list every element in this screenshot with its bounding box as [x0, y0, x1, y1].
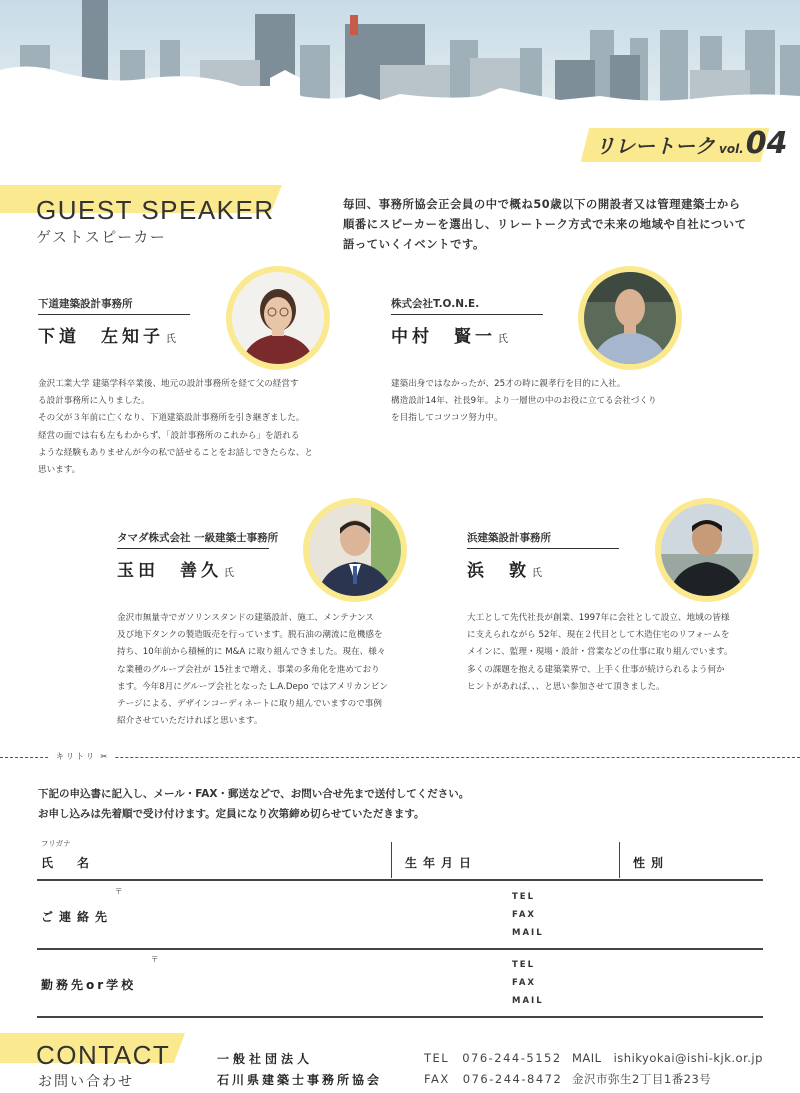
form-instructions	[38, 784, 469, 824]
speaker-company: 浜建築設計事務所	[467, 532, 551, 544]
org-name: 石川県建築士事務所協会	[217, 1073, 383, 1087]
tel-label: TEL	[512, 892, 536, 902]
tel-label: TEL	[512, 960, 536, 970]
form-divider	[391, 842, 392, 878]
speaker-photo-tamada	[303, 498, 407, 602]
form-rule	[37, 948, 763, 950]
guest-speaker-title: GUEST SPEAKER	[36, 195, 275, 225]
speaker-name	[391, 322, 508, 347]
speaker-honorific: 氏	[498, 334, 508, 345]
contact-mail[interactable]: MAIL ishikyokai@ishi-kjk.or.jp	[572, 1051, 763, 1065]
relay-number: 04	[745, 126, 788, 161]
bio-line: 思います。	[38, 465, 81, 476]
guest-speaker-subtitle: ゲストスピーカー	[36, 228, 167, 246]
portrait-man-suit	[309, 504, 401, 596]
speaker-divider	[467, 548, 619, 549]
speaker-name-text: 中村 賢一	[391, 327, 496, 347]
form-divider	[619, 842, 620, 878]
bio-line: な業種のグループ会社が 15社まで増え、事業の多角化を進めており	[117, 664, 380, 675]
speaker-photo-shimomichi	[226, 266, 330, 370]
bio-line: 構造設計14年、社長9年。より一層世の中のお役に立てる会社づくり	[391, 396, 657, 407]
intro-line: 順番にスピーカーを選出し、リレートーク方式で未来の地域や自社について	[343, 218, 747, 231]
instruction-line: 下記の申込書に記入し、メール・FAX・郵送などで、お問い合せ先まで送付してください。	[38, 788, 470, 800]
city-skyline-illustration	[0, 0, 800, 130]
contact-fax: FAX 076-244-8472	[424, 1072, 563, 1086]
bio-line: 及び地下タンクの製造販売を行っています。脱石油の潮流に危機感を	[117, 630, 383, 641]
speaker-honorific: 氏	[532, 568, 542, 579]
instruction-line: お申し込みは先着順で受け付けます。定員になり次第締め切らせていただきます。	[38, 808, 425, 820]
contact-tel: TEL 076-244-5152	[424, 1051, 562, 1065]
speaker-honorific: 氏	[224, 568, 234, 579]
form-rule	[37, 1016, 763, 1018]
bio-line: を目指してコツコツ努力中。	[391, 413, 503, 424]
gender-label: 性別	[633, 856, 670, 870]
speaker-honorific: 氏	[166, 334, 176, 345]
relay-vol-text: vol.	[719, 142, 744, 156]
postal-mark: 〒	[151, 955, 159, 964]
speaker-photo-hama	[655, 498, 759, 602]
speaker-name	[38, 322, 176, 347]
speaker-bio	[38, 376, 313, 479]
work-school-label: 勤務先or学校	[41, 978, 137, 992]
relay-talk-badge	[585, 120, 788, 166]
contact-subtitle: お問い合わせ	[38, 1074, 134, 1090]
bio-line: 経営の面では右も左もわからず、「設計事務所のこれから」を語れる	[38, 430, 300, 441]
form-rule	[37, 879, 763, 881]
contact-address: 金沢市弥生2丁目1番23号	[572, 1072, 712, 1086]
event-intro	[343, 195, 775, 255]
mail-label: MAIL	[512, 928, 544, 938]
portrait-woman	[232, 272, 324, 364]
contact-label: ご連絡先	[41, 910, 114, 924]
cut-label: キリトリ ✂	[50, 751, 115, 762]
bio-line: 大工として先代社長が創業、1997年に会社として設立、地域の皆様	[467, 613, 730, 623]
bio-line: 持ち、10年前から積極的に M&A に取り組んできました。現在、様々	[117, 647, 386, 658]
speaker-bio	[391, 376, 657, 428]
mail-label: MAIL	[512, 996, 544, 1006]
bio-line: 紹介させていただければと思います。	[117, 716, 263, 727]
speaker-company: 株式会社T.O.N.E.	[391, 298, 480, 310]
org-type: 一般社団法人	[217, 1052, 314, 1066]
speaker-divider	[117, 548, 269, 549]
application-form	[37, 834, 763, 1020]
cut-line	[0, 757, 800, 758]
name-label: 氏 名	[41, 856, 96, 870]
portrait-man-outdoor	[661, 504, 753, 596]
speaker-bio	[467, 610, 733, 696]
intro-line: 語っていくイベントです。	[343, 238, 485, 251]
bio-line: その父が３年前に亡くなり、下道建築設計事務所を引き継ぎました。	[38, 413, 305, 424]
speaker-name-text: 浜 敦	[467, 561, 530, 581]
relay-title-text: リレートーク	[595, 134, 715, 158]
speaker-company: 下道建築設計事務所	[38, 298, 133, 310]
bio-line: 建築出身ではなかったが、25才の時に親孝行を目的に入社。	[391, 379, 626, 389]
city-skyline-banner	[0, 0, 800, 130]
furigana-label: フリガナ	[41, 839, 71, 848]
portrait-man-glasses	[584, 272, 676, 364]
speaker-name	[467, 556, 542, 581]
speaker-divider	[38, 314, 190, 315]
bio-line: に支えられながら 52年、現在２代目として木造住宅のリフォームを	[467, 630, 730, 641]
bio-line: ヒントがあれば、、、と思い参加させて頂きました。	[467, 681, 665, 692]
bio-line: 金沢工業大学 建築学科卒業後、地元の設計事務所を経て父の経営す	[38, 379, 299, 389]
contact-title: CONTACT	[36, 1040, 171, 1070]
bio-line: ます。今年8月にグループ会社となった L.A.Depo ではアメリカンビン	[117, 681, 388, 692]
bio-line: ような経験もありませんが今の私で話せることをお話しできたらな、と	[38, 447, 314, 458]
relay-talk-title	[595, 126, 788, 161]
speaker-photo-nakamura	[578, 266, 682, 370]
fax-label: FAX	[512, 910, 536, 920]
bio-line: 金沢市無量寺でガソリンスタンドの建築設計、施工、メンテナンス	[117, 613, 374, 623]
postal-mark: 〒	[115, 887, 123, 896]
bio-line: る設計事務所に入りました。	[38, 396, 150, 407]
fax-label: FAX	[512, 978, 536, 988]
speaker-company: タマダ株式会社 一級建築士事務所	[117, 532, 279, 544]
birthdate-label: 生年月日	[405, 856, 478, 870]
bio-line: テージによる、デザインコーディネートに取り組んでいますので事例	[117, 699, 382, 710]
bio-line: 多くの課題を抱える建築業界で、上手く仕事が続けられるよう何か	[467, 664, 725, 675]
speaker-name	[117, 556, 234, 581]
speaker-name-text: 玉田 善久	[117, 561, 222, 581]
speaker-name-text: 下道 左知子	[38, 327, 164, 347]
bio-line: メインに、監理・現場・設計・営業などの仕事に取り組んでいます。	[467, 647, 733, 658]
intro-line: 毎回、事務所協会正会員の中で概ね50歳以下の開設者又は管理建築士から	[343, 198, 741, 211]
speaker-bio	[117, 610, 388, 730]
speaker-divider	[391, 314, 543, 315]
